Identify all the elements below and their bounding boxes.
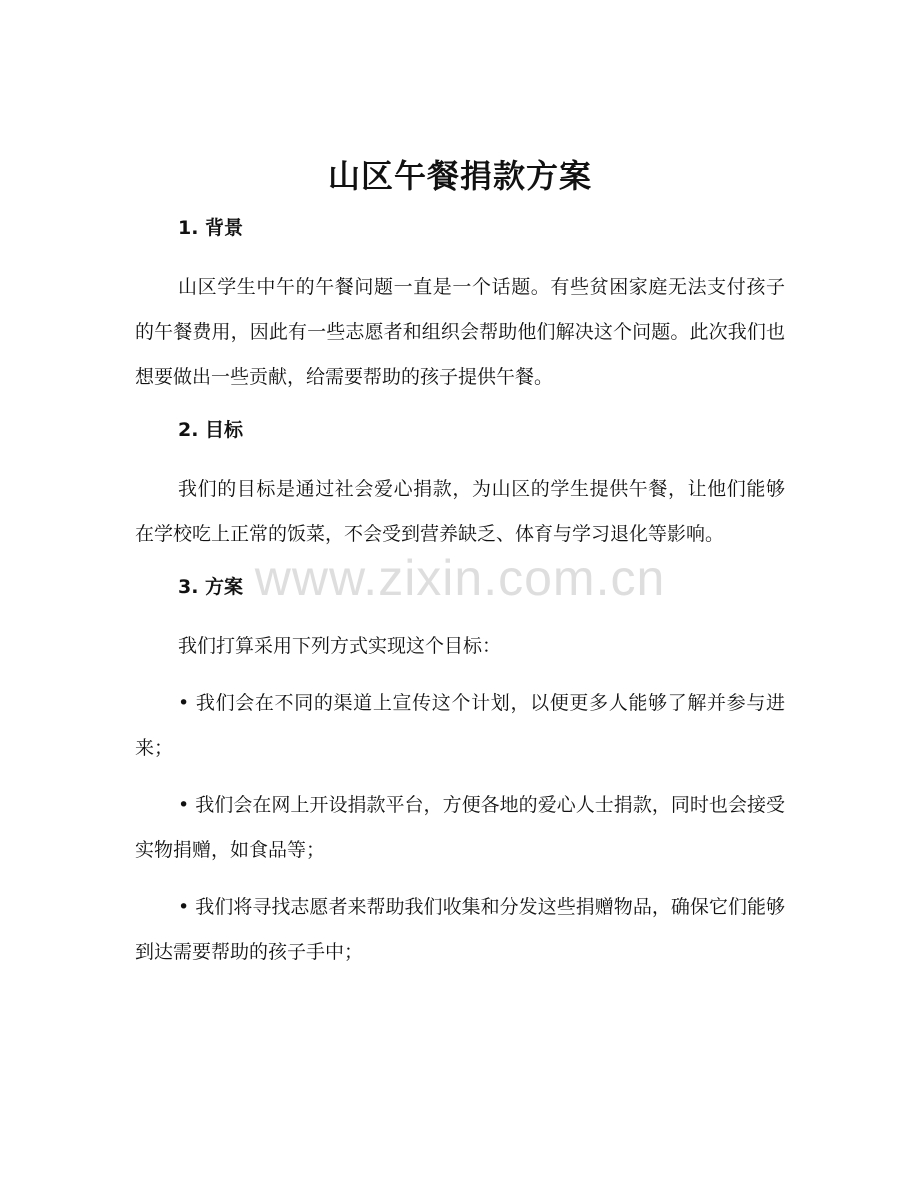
document-body <box>135 210 785 987</box>
section-heading-background: 1. 背景 <box>178 217 244 239</box>
section-heading-goal: 2. 目标 <box>178 419 244 441</box>
background-paragraph: 山区学生中午的午餐问题一直是一个话题。有些贫困家庭无法支付孩子的午餐费用，因此有一些志愿者和组织会帮助他们解决这个问题。此次我们也想要做出一些贡献，给需要帮助的孩子提供午餐。 <box>135 276 785 388</box>
plan-bullet-item: • 我们将寻找志愿者来帮助我们收集和分发这些捐赠物品，确保它们能够到达需要帮助的孩子手中； <box>135 896 785 963</box>
plan-bullet-item: • 我们会在不同的渠道上宣传这个计划，以便更多人能够了解并参与进来； <box>135 692 785 759</box>
plan-intro: 我们打算采用下列方式实现这个目标： <box>178 635 502 657</box>
watermark-text: www.zixin.com.cn <box>254 550 666 606</box>
section-heading-plan: 3. 方案 <box>178 576 244 598</box>
plan-bullet-item: • 我们会在网上开设捐款平台，方便各地的爱心人士捐款，同时也会接受实物捐赠，如食品等； <box>135 794 785 861</box>
goal-paragraph: 我们的目标是通过社会爱心捐款，为山区的学生提供午餐，让他们能够在学校吃上正常的饭菜，不会受到营养缺乏、体育与学习退化等影响。 <box>135 478 785 545</box>
document-title: 山区午餐捐款方案 <box>327 157 592 195</box>
